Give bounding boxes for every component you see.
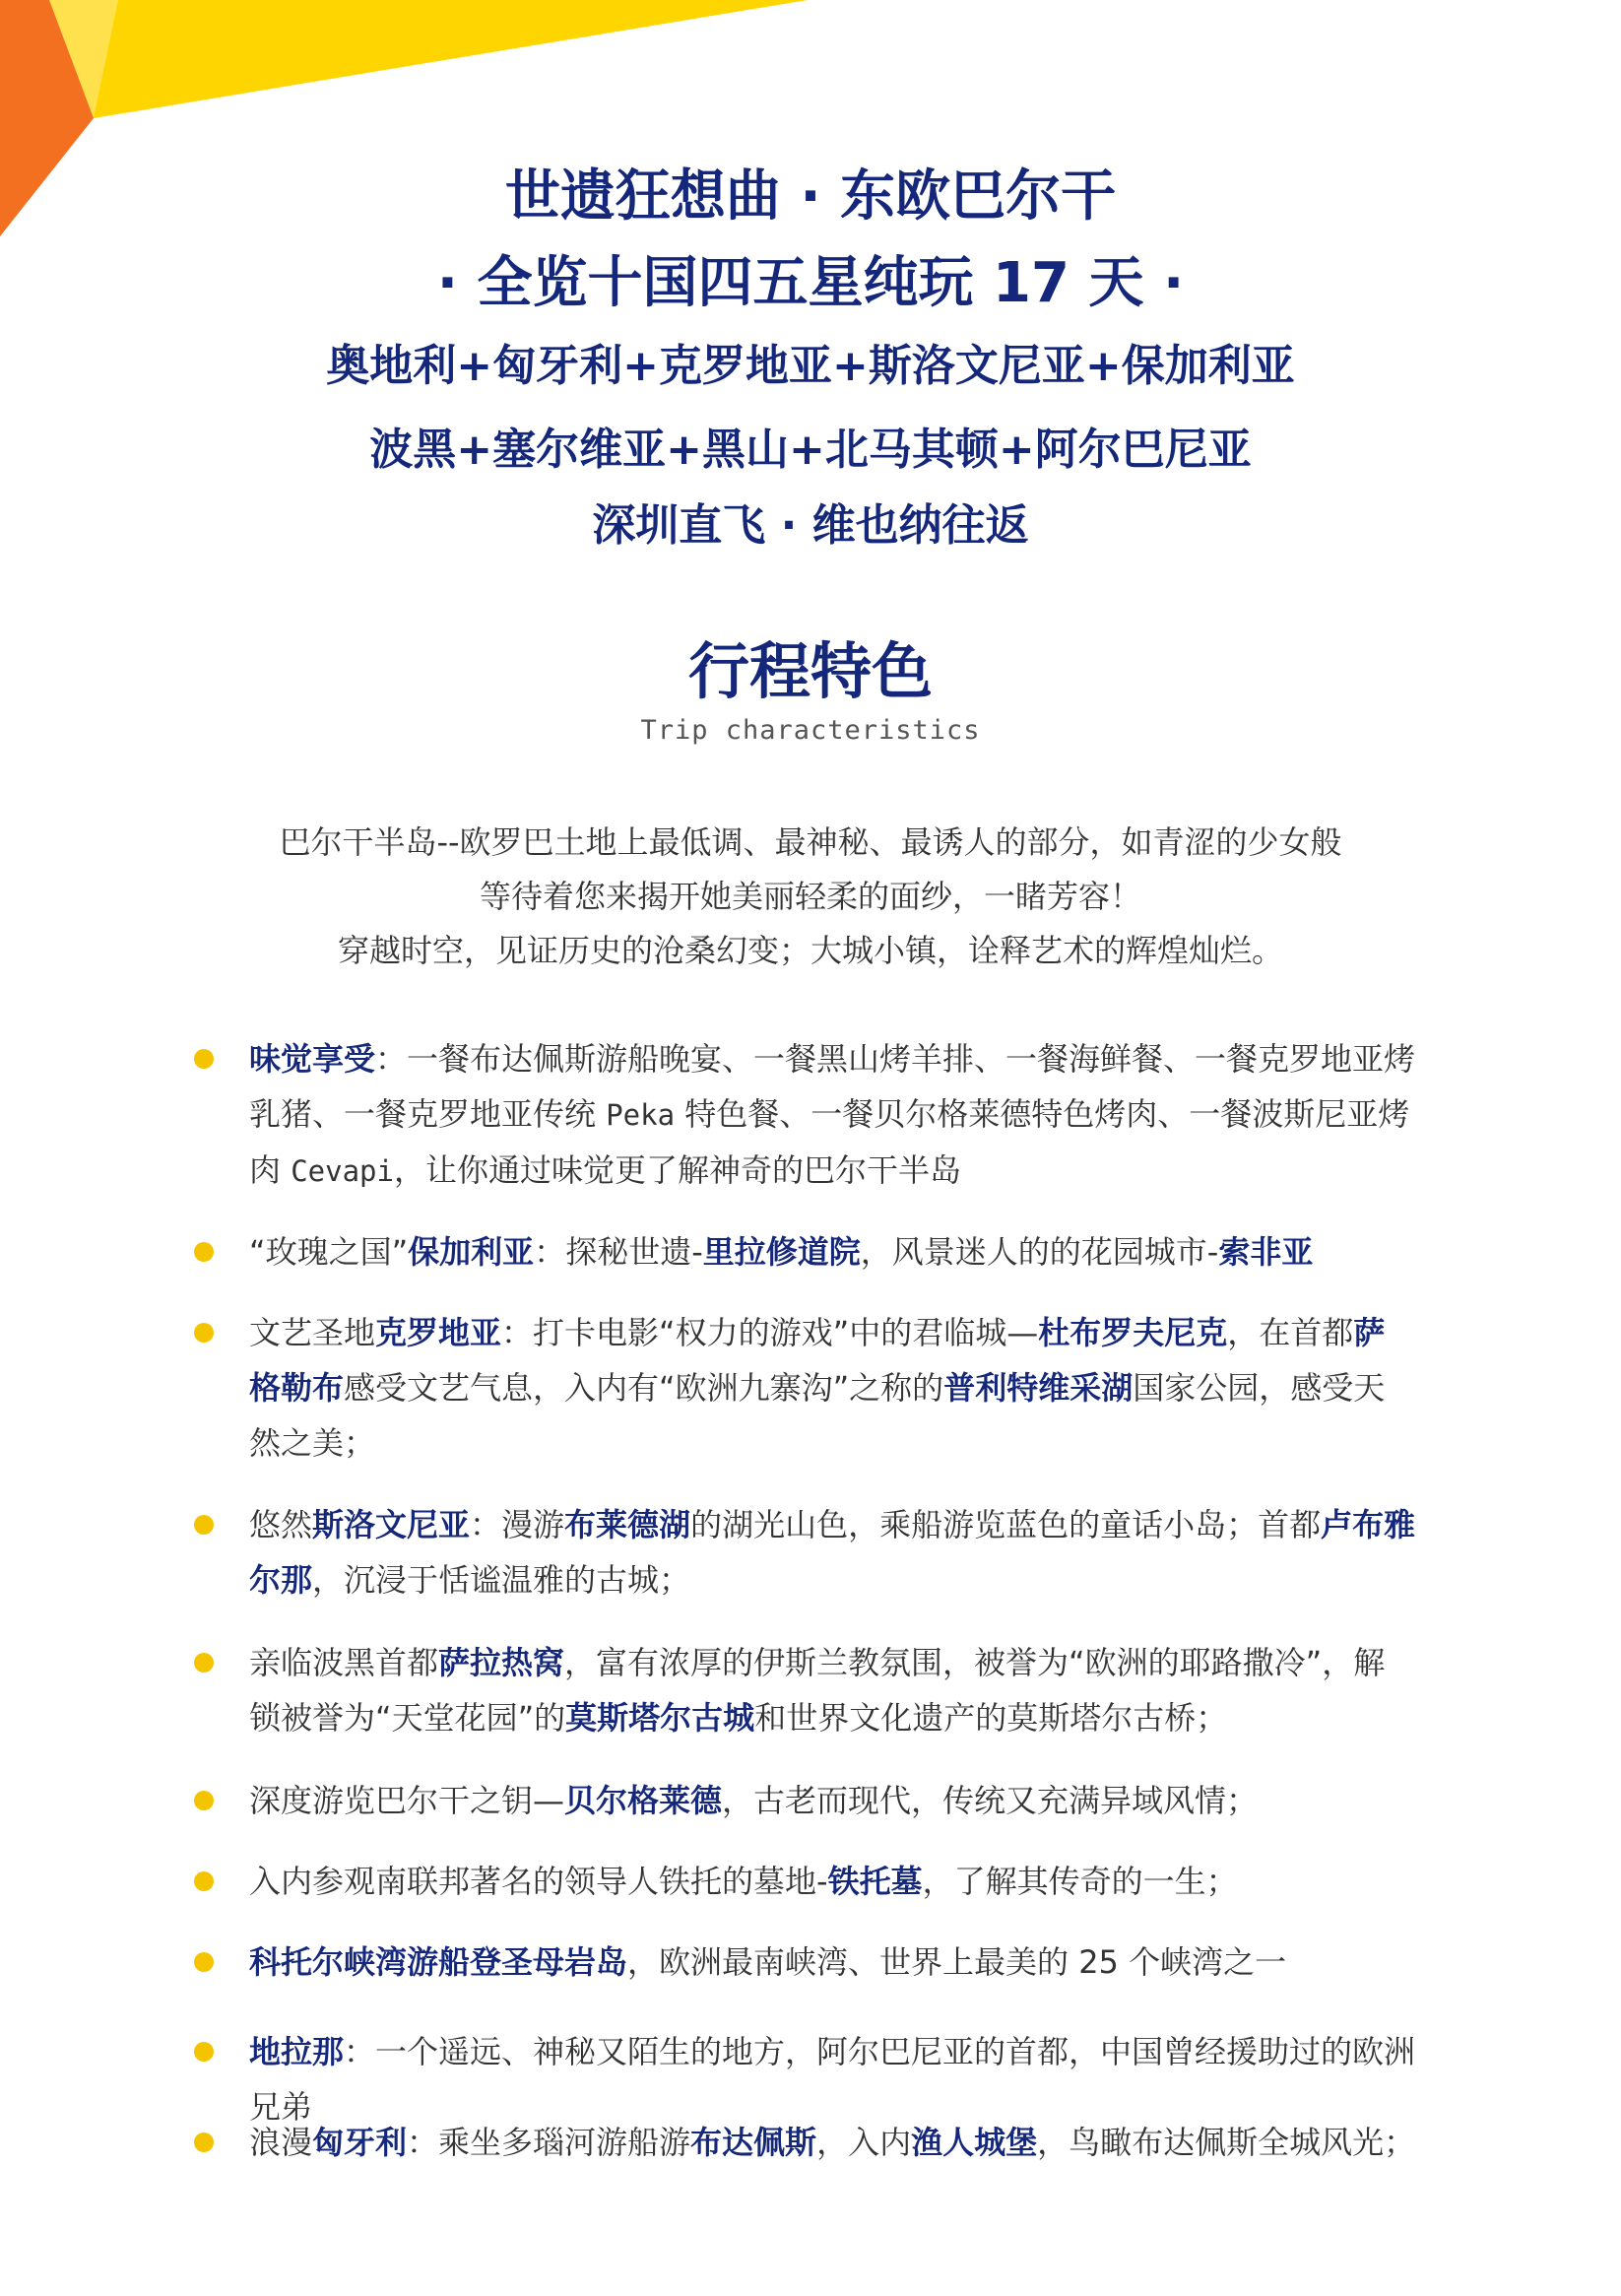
intro-line-2: 等待着您来揭开她美丽轻柔的面纱，一睹芳容！ bbox=[479, 878, 1141, 915]
bullet-dot-icon bbox=[194, 2042, 214, 2062]
bullet-dot-icon bbox=[194, 1049, 214, 1069]
feature-bulgaria: “玫瑰之国”保加利亚：探秘世遗-里拉修道院，风景迷人的的花园城市-索非亚 bbox=[249, 1233, 1314, 1271]
feature-bosnia: 亲临波黑首都萨拉热窝，富有浓厚的伊斯兰教氛围，被誉为“欧洲的耶路撒冷”，解 锁被誉为“天堂花园”的莫斯塔尔古城和世界文化遗产的莫斯塔尔古桥； bbox=[249, 1644, 1386, 1737]
yellow-stripe-shape bbox=[0, 0, 808, 118]
feature-slovenia: 悠然斯洛文尼亚：漫游布莱德湖的湖光山色，乘船游览蓝色的童话小岛；首都卢布雅 尔那，沉浸于恬谧温雅的古城； bbox=[249, 1506, 1416, 1599]
feature-croatia: 文艺圣地克罗地亚：打卡电影“权力的游戏”中的君临城—杜布罗夫尼克，在首都萨 格勒布感受文艺气息，入内有“欧洲九寨沟”之称的普利特维采湖国家公园，感受天 然之美； bbox=[249, 1314, 1386, 1462]
bullet-dot-icon bbox=[194, 1653, 214, 1673]
feature-belgrade: 深度游览巴尔干之钥—贝尔格莱德，古老而现代，传统又充满异域风情； bbox=[249, 1782, 1259, 1819]
bullet-dot-icon bbox=[194, 1242, 214, 1262]
feature-tito: 入内参观南联邦著名的领导人铁托的墓地-铁托墓，了解其传奇的一生； bbox=[249, 1863, 1238, 1900]
feature-taste: 味觉享受：一餐布达佩斯游船晚宴、一餐黑山烤羊排、一餐海鲜餐、一餐克罗地亚烤 乳猪、一餐克罗地亚传统 Peka 特色餐、一餐贝尔格莱德特色烤肉、一餐波斯尼亚烤 肉 Cevapi，让你通过味觉更了解神奇的巴尔干半岛 bbox=[249, 1040, 1416, 1189]
flight-info: 深圳直飞 · 维也纳往返 bbox=[592, 500, 1029, 551]
bullet-dot-icon bbox=[194, 1871, 214, 1891]
countries-line-1: 奥地利+匈牙利+克罗地亚+斯洛文尼亚+保加利亚 bbox=[326, 341, 1295, 391]
intro-line-1: 巴尔干半岛--欧罗巴土地上最低调、最神秘、最诱人的部分，如青涩的少女般 bbox=[279, 823, 1342, 861]
trip-subtitle: · 全览十国四五星纯玩 17 天 · bbox=[436, 251, 1185, 315]
section-subtitle: Trip characteristics bbox=[640, 715, 981, 746]
feature-tirana: 地拉那：一个遥远、神秘又陌生的地方，阿尔巴尼亚的首都，中国曾经援助过的欧洲 兄弟 bbox=[249, 2033, 1416, 2126]
bullet-dot-icon bbox=[194, 1515, 214, 1535]
bullet-dot-icon bbox=[194, 1952, 214, 1972]
bullet-dot-icon bbox=[194, 1791, 214, 1810]
bullet-dot-icon bbox=[194, 1323, 214, 1343]
feature-kotor: 科托尔峡湾游船登圣母岩岛，欧洲最南峡湾、世界上最美的 25 个峡湾之一 bbox=[249, 1943, 1287, 1981]
intro-line-3: 穿越时空，见证历史的沧桑幻变；大城小镇，诠释艺术的辉煌灿烂。 bbox=[337, 932, 1283, 969]
bullet-dot-icon bbox=[194, 2132, 214, 2152]
feature-hungary: 浪漫匈牙利：乘坐多瑙河游船游布达佩斯，入内渔人城堡，鸟瞰布达佩斯全城风光； bbox=[249, 2124, 1416, 2161]
section-title: 行程特色 bbox=[687, 635, 933, 707]
trip-title: 世遗狂想曲 · 东欧巴尔干 bbox=[504, 164, 1117, 229]
countries-line-2: 波黑+塞尔维亚+黑山+北马其顿+阿尔巴尼亚 bbox=[369, 425, 1252, 475]
feature-highlight: 味觉享受 bbox=[249, 1040, 376, 1078]
